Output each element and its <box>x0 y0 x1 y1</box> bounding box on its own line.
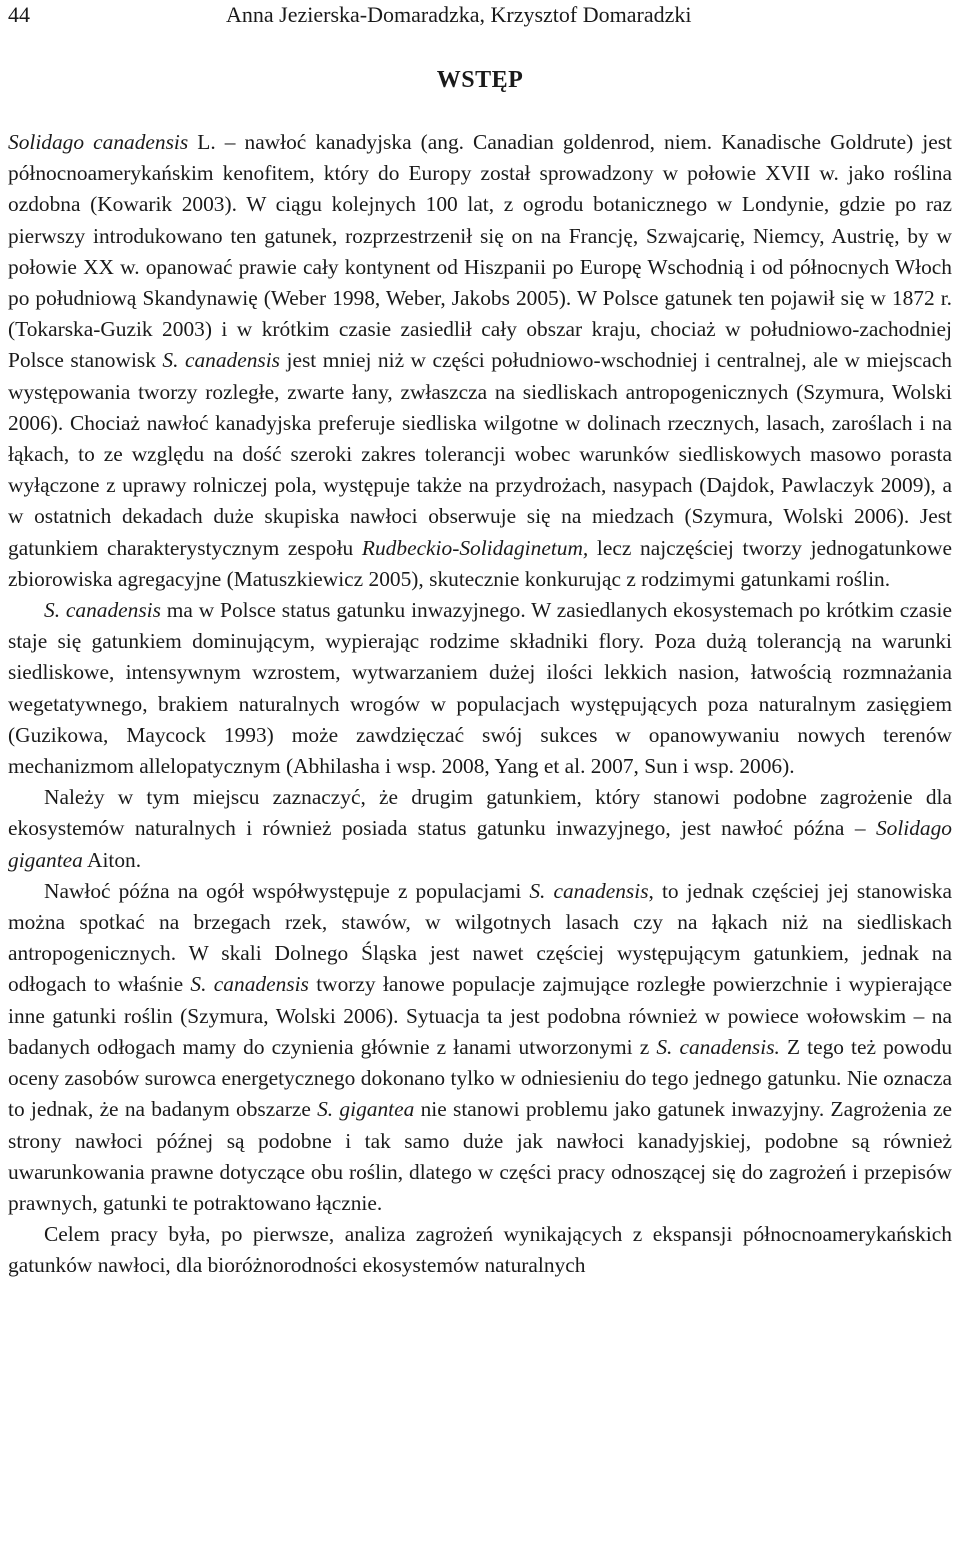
text-run: lecz najczęściej tworzy jednogatunkowe zbiorowiska agregacyjne (Matuszkiewicz 2005), skutecznie konkurując z rodzimymi gatunkami roślin. <box>8 535 952 591</box>
section-title: WSTĘP <box>436 67 524 93</box>
page-number: 44 <box>8 2 30 27</box>
text-run: jest mniej niż w części południowo-wschodniej i centralnej, ale w miejscach występowania tworzy rozległe, zwarte łany, zwłaszcza na siedliskach antropogenicznych (Szymura, Wolski 2006). Chociaż nawłoć kanadyjska preferuje siedliska wilgotne w dolinach rzecznych, lasach, zaroślach i na łąkach, to ze względu na dość szeroki zakres tolerancji wobec warunków siedliskowych masowo porasta wyłączone z uprawy rolniczej pola, występuje także na przydrożach, nasypach (Dajdok, Pawlaczyk 2009), a w ostatnich dekadach duże skupiska nawłoci obserwuje się na miedzach (Szymura, Wolski 2006). Jest gatunkiem charakterystycznym zespołu <box>8 348 952 560</box>
text-run: Aiton. <box>82 847 142 872</box>
text-run: Należy w tym miejscu zaznaczyć, że drugim gatunkiem, który stanowi podobne zagrożenie dla ekosystemów naturalnych i również posiada status gatunku inwazyjnego, jest nawłoć późna – <box>8 785 952 841</box>
italic-text-run: S. canadensis <box>44 598 161 623</box>
paragraph <box>8 782 952 876</box>
italic-text-run: S. canadensis. <box>656 1034 780 1059</box>
paragraph <box>8 595 952 782</box>
italic-text-run: Solidago canadensis <box>8 130 189 154</box>
running-header <box>8 0 952 40</box>
text-run: ma w Polsce status gatunku inwazyjnego. W zasiedlanych ekosystemach po krótkim czasie staje się gatunkiem dominującym, wypierając rodzime składniki flory. Poza dużą tolerancją na warunki siedliskowe, intensywnym wzrostem, wytwarzaniem dużej ilości lekkich nasion, łatwością rozmnażania wegetatywnego, brakiem naturalnych wrogów w populacjach występujących poza naturalnym zasięgiem (Guzikowa, Maycock 1993) może zawdzięczać swój sukces w opanowywaniu nowych terenów mechanizmom allelopatycznym (Abhilasha i wsp. 2008, Yang et al. 2007, Sun i wsp. 2006). <box>8 598 952 779</box>
italic-text-run: S. canadensis <box>529 878 649 903</box>
italic-text-run: S. canadensis <box>190 972 309 997</box>
text-run: L. – nawłoć kanadyjska (ang. Canadian goldenrod, niem. Kanadische Goldrute) jest północnoamerykańskim kenofitem, który do Europy został sprowadzony w połowie XVII w. jako roślina ozdobna (Kowarik 2003). W ciągu kolejnych 100 lat, z ogrodu botanicznego w Londynie, gdzie po raz pierwszy introdukowano ten gatunek, rozprzestrzenił się on na Francję, Szwajcarię, Niemcy, Austrię, by w połowie XX w. opanować prawie cały kontynent od Hiszpanii po Europę Wschodnią i od północnych Włoch po południową Skandynawię (Weber 1998, Weber, Jakobs 2005). W Polsce gatunek ten pojawił się w 1872 r. (Tokarska-Guzik 2003) i w krótkim czasie zasiedlił cały obszar kraju, chociaż w południowo-zachodniej Polsce stanowisk <box>8 130 952 373</box>
paragraph <box>8 1219 952 1281</box>
running-header-authors: Anna Jezierska-Domaradzka, Krzysztof Domaradzki <box>226 2 692 27</box>
text-run: Celem pracy była, po pierwsze, analiza zagrożeń wynikających z ekspansji północnoamerykańskich gatunków nawłoci, dla bioróżnorodności ekosystemów naturalnych <box>8 1222 952 1278</box>
document-page <box>8 0 952 1282</box>
text-run: Nawłoć późna na ogół współwystępuje z populacjami <box>44 878 530 903</box>
italic-text-run: S. canadensis <box>162 348 281 373</box>
paragraph <box>8 127 952 595</box>
text-run: Z tego też powodu oceny zasobów surowca energetycznego dokonano tylko w odniesieniu do tego jednego gatunku. Nie oznacza to jednak, że na badanym obszarze <box>8 1034 953 1122</box>
italic-text-run: S. gigantea <box>317 1097 415 1122</box>
italic-text-run: Rudbeckio-Solidaginetum, <box>361 535 589 560</box>
text-run: tworzy łanowe populacje zajmujące rozległe powierzchnie i wypierające inne gatunki roślin (Szymura, Wolski 2006). Sytuacja ta jest podobna również w powiece wołowskim – na badanych odłogach mamy do czynienia głównie z łanami utworzonymi z <box>8 972 952 1059</box>
text-run: , to jednak częściej jej stanowiska można spotkać na brzegach rzek, stawów, w wilgotnych lasach czy na łąkach niż na siedliskach antropogenicznych. W skali Dolnego Śląska jest nawet częściej występującym gatunkiem, jednak na odłogach to właśnie <box>8 878 952 997</box>
italic-text-run: Solidago gigantea <box>8 816 952 872</box>
text-run: nie stanowi problemu jako gatunek inwazyjny. Zagrożenia ze strony nawłoci późnej są podobne i tak samo duże jak nawłoci kanadyjskiej, podobne są również uwarunkowania prawne dotyczące obu roślin, dlatego w części pracy odnoszącej się do zagrożeń i przepisów prawnych, gatunki te potraktowano łącznie. <box>8 1097 952 1215</box>
paragraph <box>8 876 952 1219</box>
